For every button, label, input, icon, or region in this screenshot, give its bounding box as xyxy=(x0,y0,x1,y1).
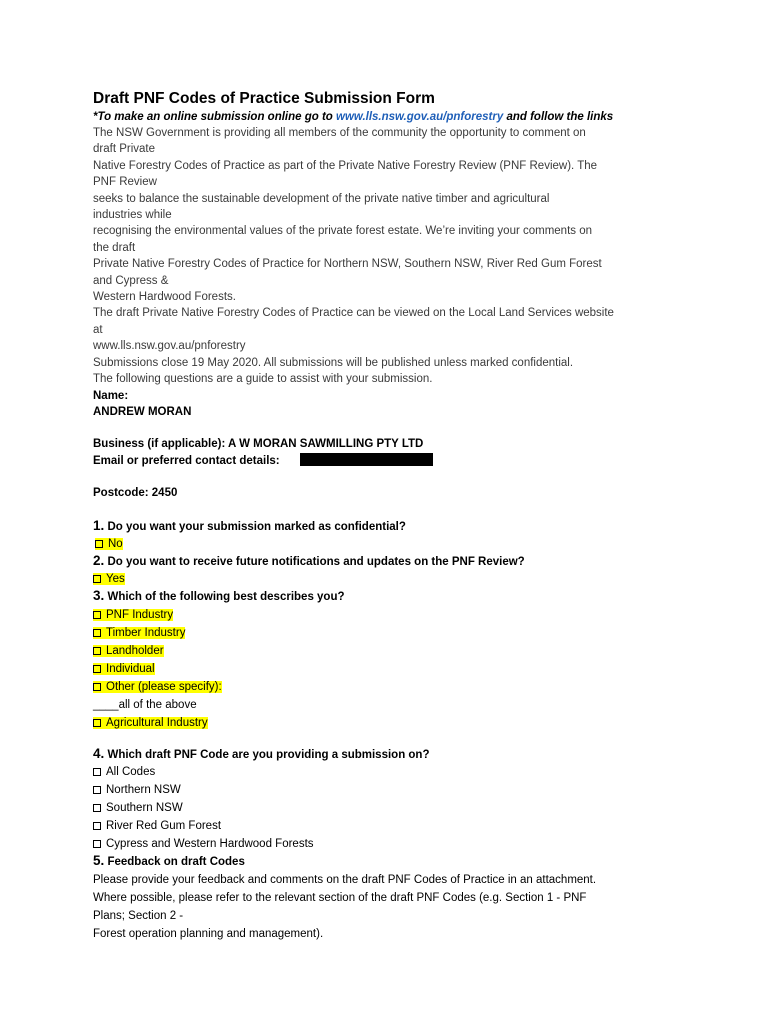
instruction-suffix: and follow the links xyxy=(503,111,614,123)
intro-line: recognising the environmental values of the private forest estate. We’re inviting your comments on xyxy=(93,225,593,238)
option-label: Landholder xyxy=(106,644,164,657)
checkbox-icon[interactable] xyxy=(93,665,101,673)
option-label: Other (please specify): xyxy=(106,680,222,693)
feedback-line: Please provide your feedback and comments on the draft PNF Codes of Practice in an attachment. xyxy=(93,873,597,886)
intro-line: draft Private xyxy=(93,143,155,156)
feedback-line: Forest operation planning and management). xyxy=(93,927,324,940)
form-content xyxy=(93,89,693,943)
checkbox-icon[interactable] xyxy=(93,804,101,812)
question-number: 3. xyxy=(93,588,105,604)
option-other[interactable] xyxy=(93,678,693,696)
option-label: Northern NSW xyxy=(106,784,181,797)
question-number: 5. xyxy=(93,853,105,869)
checkbox-icon[interactable] xyxy=(93,786,101,794)
option-label: River Red Gum Forest xyxy=(106,820,222,833)
intro-line: The following questions are a guide to assist with your submission. xyxy=(93,373,433,386)
intro-line: seeks to balance the sustainable development of the private native timber and agricultural xyxy=(93,192,550,205)
intro-line: PNF Review xyxy=(93,176,157,189)
question-3 xyxy=(93,588,693,605)
checkbox-icon[interactable] xyxy=(93,611,101,619)
intro-line: The NSW Government is providing all members of the community the opportunity to comment on xyxy=(93,127,586,139)
option-label: Agricultural Industry xyxy=(106,716,208,729)
email-label: Email or preferred contact details: xyxy=(93,454,280,467)
intro-line: at xyxy=(93,323,103,336)
intro-line: Native Forestry Codes of Practice as part of the Private Native Forestry Review (PNF Review). The xyxy=(93,159,598,172)
checkbox-icon[interactable] xyxy=(93,822,101,830)
instruction-prefix: *To make an online submission online go to xyxy=(93,111,337,123)
option-timber-industry[interactable] xyxy=(93,624,693,642)
intro-line: and Cypress & xyxy=(93,274,169,287)
checkbox-icon[interactable] xyxy=(93,719,101,727)
option-southern-nsw[interactable] xyxy=(93,799,693,817)
online-submission-instruction xyxy=(93,109,693,125)
email-line xyxy=(93,453,693,469)
question-text: Which draft PNF Code are you providing a submission on? xyxy=(104,748,430,761)
checkbox-icon[interactable] xyxy=(93,840,101,848)
postcode-line: Postcode: 2450 xyxy=(93,487,178,500)
answer-no[interactable] xyxy=(93,535,693,553)
business-line: Business (if applicable): A W MORAN SAWMILLING PTY LTD xyxy=(93,438,424,451)
question-2 xyxy=(93,553,693,570)
checkbox-icon[interactable] xyxy=(93,647,101,655)
option-label: Timber Industry xyxy=(106,626,186,639)
question-4 xyxy=(93,746,693,763)
question-5 xyxy=(93,853,693,870)
option-label: Southern NSW xyxy=(106,802,183,815)
option-northern-nsw[interactable] xyxy=(93,781,693,799)
question-text: Feedback on draft Codes xyxy=(104,856,245,869)
option-cypress-western-hardwood[interactable] xyxy=(93,835,693,853)
name-value: ANDREW MORAN xyxy=(93,405,192,418)
feedback-instructions xyxy=(93,871,693,943)
option-label: Yes xyxy=(106,573,125,586)
option-label: PNF Industry xyxy=(106,608,174,621)
question-1 xyxy=(93,518,693,535)
other-specify-text: ____all of the above xyxy=(93,698,197,711)
question-number: 4. xyxy=(93,745,105,761)
answer-yes[interactable] xyxy=(93,570,693,588)
redacted-contact-box xyxy=(300,453,433,466)
option-label: Individual xyxy=(106,662,155,675)
checkbox-icon[interactable] xyxy=(93,629,101,637)
option-individual[interactable] xyxy=(93,660,693,678)
option-all-codes[interactable] xyxy=(93,763,693,781)
intro-line: The draft Private Native Forestry Codes of Practice can be viewed on the Local Land Services website xyxy=(93,307,614,320)
intro-line: Submissions close 19 May 2020. All submissions will be published unless marked confidential. xyxy=(93,356,574,369)
option-river-red-gum-forest[interactable] xyxy=(93,817,693,835)
form-title: Draft PNF Codes of Practice Submission Form xyxy=(93,90,435,107)
option-pnf-industry[interactable] xyxy=(93,606,693,624)
option-label: No xyxy=(108,537,123,550)
intro-line: industries while xyxy=(93,209,172,222)
checkbox-icon[interactable] xyxy=(93,768,101,776)
submission-link[interactable]: www.lls.nsw.gov.au/pnforestry xyxy=(336,111,504,123)
question-text: Do you want to receive future notifications and updates on the PNF Review? xyxy=(104,555,525,568)
question-number: 1. xyxy=(93,517,105,533)
intro-line: Private Native Forestry Codes of Practice for Northern NSW, Southern NSW, River Red Gum Forest xyxy=(93,258,602,271)
checkbox-icon[interactable] xyxy=(93,575,101,583)
intro-line: the draft xyxy=(93,241,136,254)
question-number: 2. xyxy=(93,552,105,568)
checkbox-icon[interactable] xyxy=(93,683,101,691)
checkbox-icon[interactable] xyxy=(95,540,103,548)
intro-text xyxy=(93,125,693,388)
name-label: Name: xyxy=(93,389,129,402)
option-landholder[interactable] xyxy=(93,642,693,660)
question-text: Which of the following best describes you? xyxy=(104,591,345,604)
question-text: Do you want your submission marked as confidential? xyxy=(104,520,406,533)
option-agricultural-industry[interactable] xyxy=(93,714,693,732)
intro-line: www.lls.nsw.gov.au/pnforestry xyxy=(93,340,246,353)
intro-line: Western Hardwood Forests. xyxy=(93,291,236,304)
feedback-line: Where possible, please refer to the relevant section of the draft PNF Codes (e.g. Section 1 - PNF xyxy=(93,891,587,904)
feedback-line: Plans; Section 2 - xyxy=(93,909,184,922)
option-label: Cypress and Western Hardwood Forests xyxy=(106,838,314,851)
option-label: All Codes xyxy=(106,766,156,779)
